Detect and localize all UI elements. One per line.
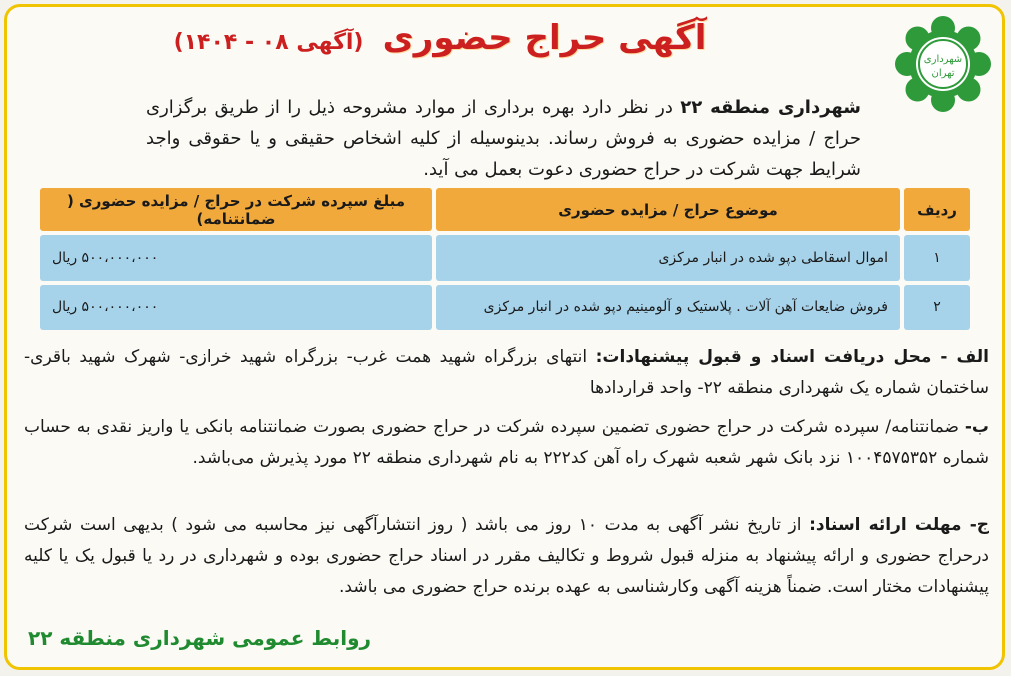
row-deposit: ۵۰۰،۰۰۰،۰۰۰ ریال [40,285,432,330]
ad-title [160,18,720,58]
section-b-label: ب- [964,417,989,437]
auction-table [36,184,974,334]
section-b-text: ضمانتنامه/ سپرده شرکت در حراج حضوری تضمین سپرده شرکت در حراج حضوری بصورت ضمانتنامه بانکی یا واریز نقدی به حساب شماره ۱۰۰۴۵۷۵۳۵۲ نزد بانک شهر شعبه شهرک راه آهن کد۲۲۲ به نام شهرداری منطقه ۲۲ مورد پذیرش می‌باشد. [24,417,989,468]
row-number: ۲ [904,285,970,330]
header-deposit: مبلغ سپرده شرکت در حراج / مزایده حضوری ( ضمانتنامه) [40,188,432,231]
row-deposit: ۵۰۰،۰۰۰،۰۰۰ ریال [40,235,432,280]
svg-text:تهران: تهران [931,68,955,79]
title-main: آگهی حراج حضوری [382,18,707,58]
section-a [24,342,989,404]
section-a-label: الف - محل دریافت اسناد و قبول پیشنهادات: [595,347,989,367]
intro-paragraph [146,92,861,185]
row-number: ۱ [904,235,970,280]
row-subject: فروش ضایعات آهن آلات . پلاستیک و آلومینیم دپو شده در انبار مرکزی [436,285,900,330]
section-b [24,412,989,474]
section-c-text: از تاریخ نشر آگهی به مدت ۱۰ روز می باشد ( روز انتشارآگهی نیز محاسبه می شود ) بدیهی است شرکت درحراج حضوری و ارائه پیشنهاد به منزله قبول شروط و تکالیف مقرر در اسناد حراج حضوری بوده و شهرداری در رد یا قبول یک یا کلیه پیشنهادات مختار است. ضمناً هزینه آگهی وکارشناسی به عهده برنده حراج حضوری می باشد. [24,515,989,597]
section-a-text: انتهای بزرگراه شهید همت غرب- بزرگراه شهید خرازی- شهرک شهید باقری- ساختمان شماره یک شهرداری منطقه ۲۲- واحد قراردادها [24,347,989,398]
header-row-number: ردیف [904,188,970,231]
table-header-row [40,188,970,231]
table-row [40,285,970,330]
table-row [40,235,970,280]
section-c-label: ج- مهلت ارائه اسناد: [809,515,989,535]
section-c [24,510,989,603]
header-subject: موضوع حراج / مزایده حضوری [436,188,900,231]
title-sub: (آگهی ۰۸ - ۱۴۰۴) [173,30,364,55]
intro-lead: شهرداری منطقه ۲۲ [680,97,861,118]
tehran-municipality-logo-icon [893,14,993,114]
row-subject: اموال اسقاطی دپو شده در انبار مرکزی [436,235,900,280]
svg-text:شهرداری: شهرداری [923,54,963,65]
intro-text: در نظر دارد بهره برداری از موارد مشروحه ذیل را از طریق برگزاری حراج / مزایده حضوری به فروش رساند. بدینوسیله از کلیه اشخاص حقیقی و یا حقوقی واجد شرایط جهت شرکت در حراج حضوری دعوت بعمل می آید. [146,97,861,180]
footer-signature: روابط عمومی شهرداری منطقه ۲۲ [28,626,372,650]
